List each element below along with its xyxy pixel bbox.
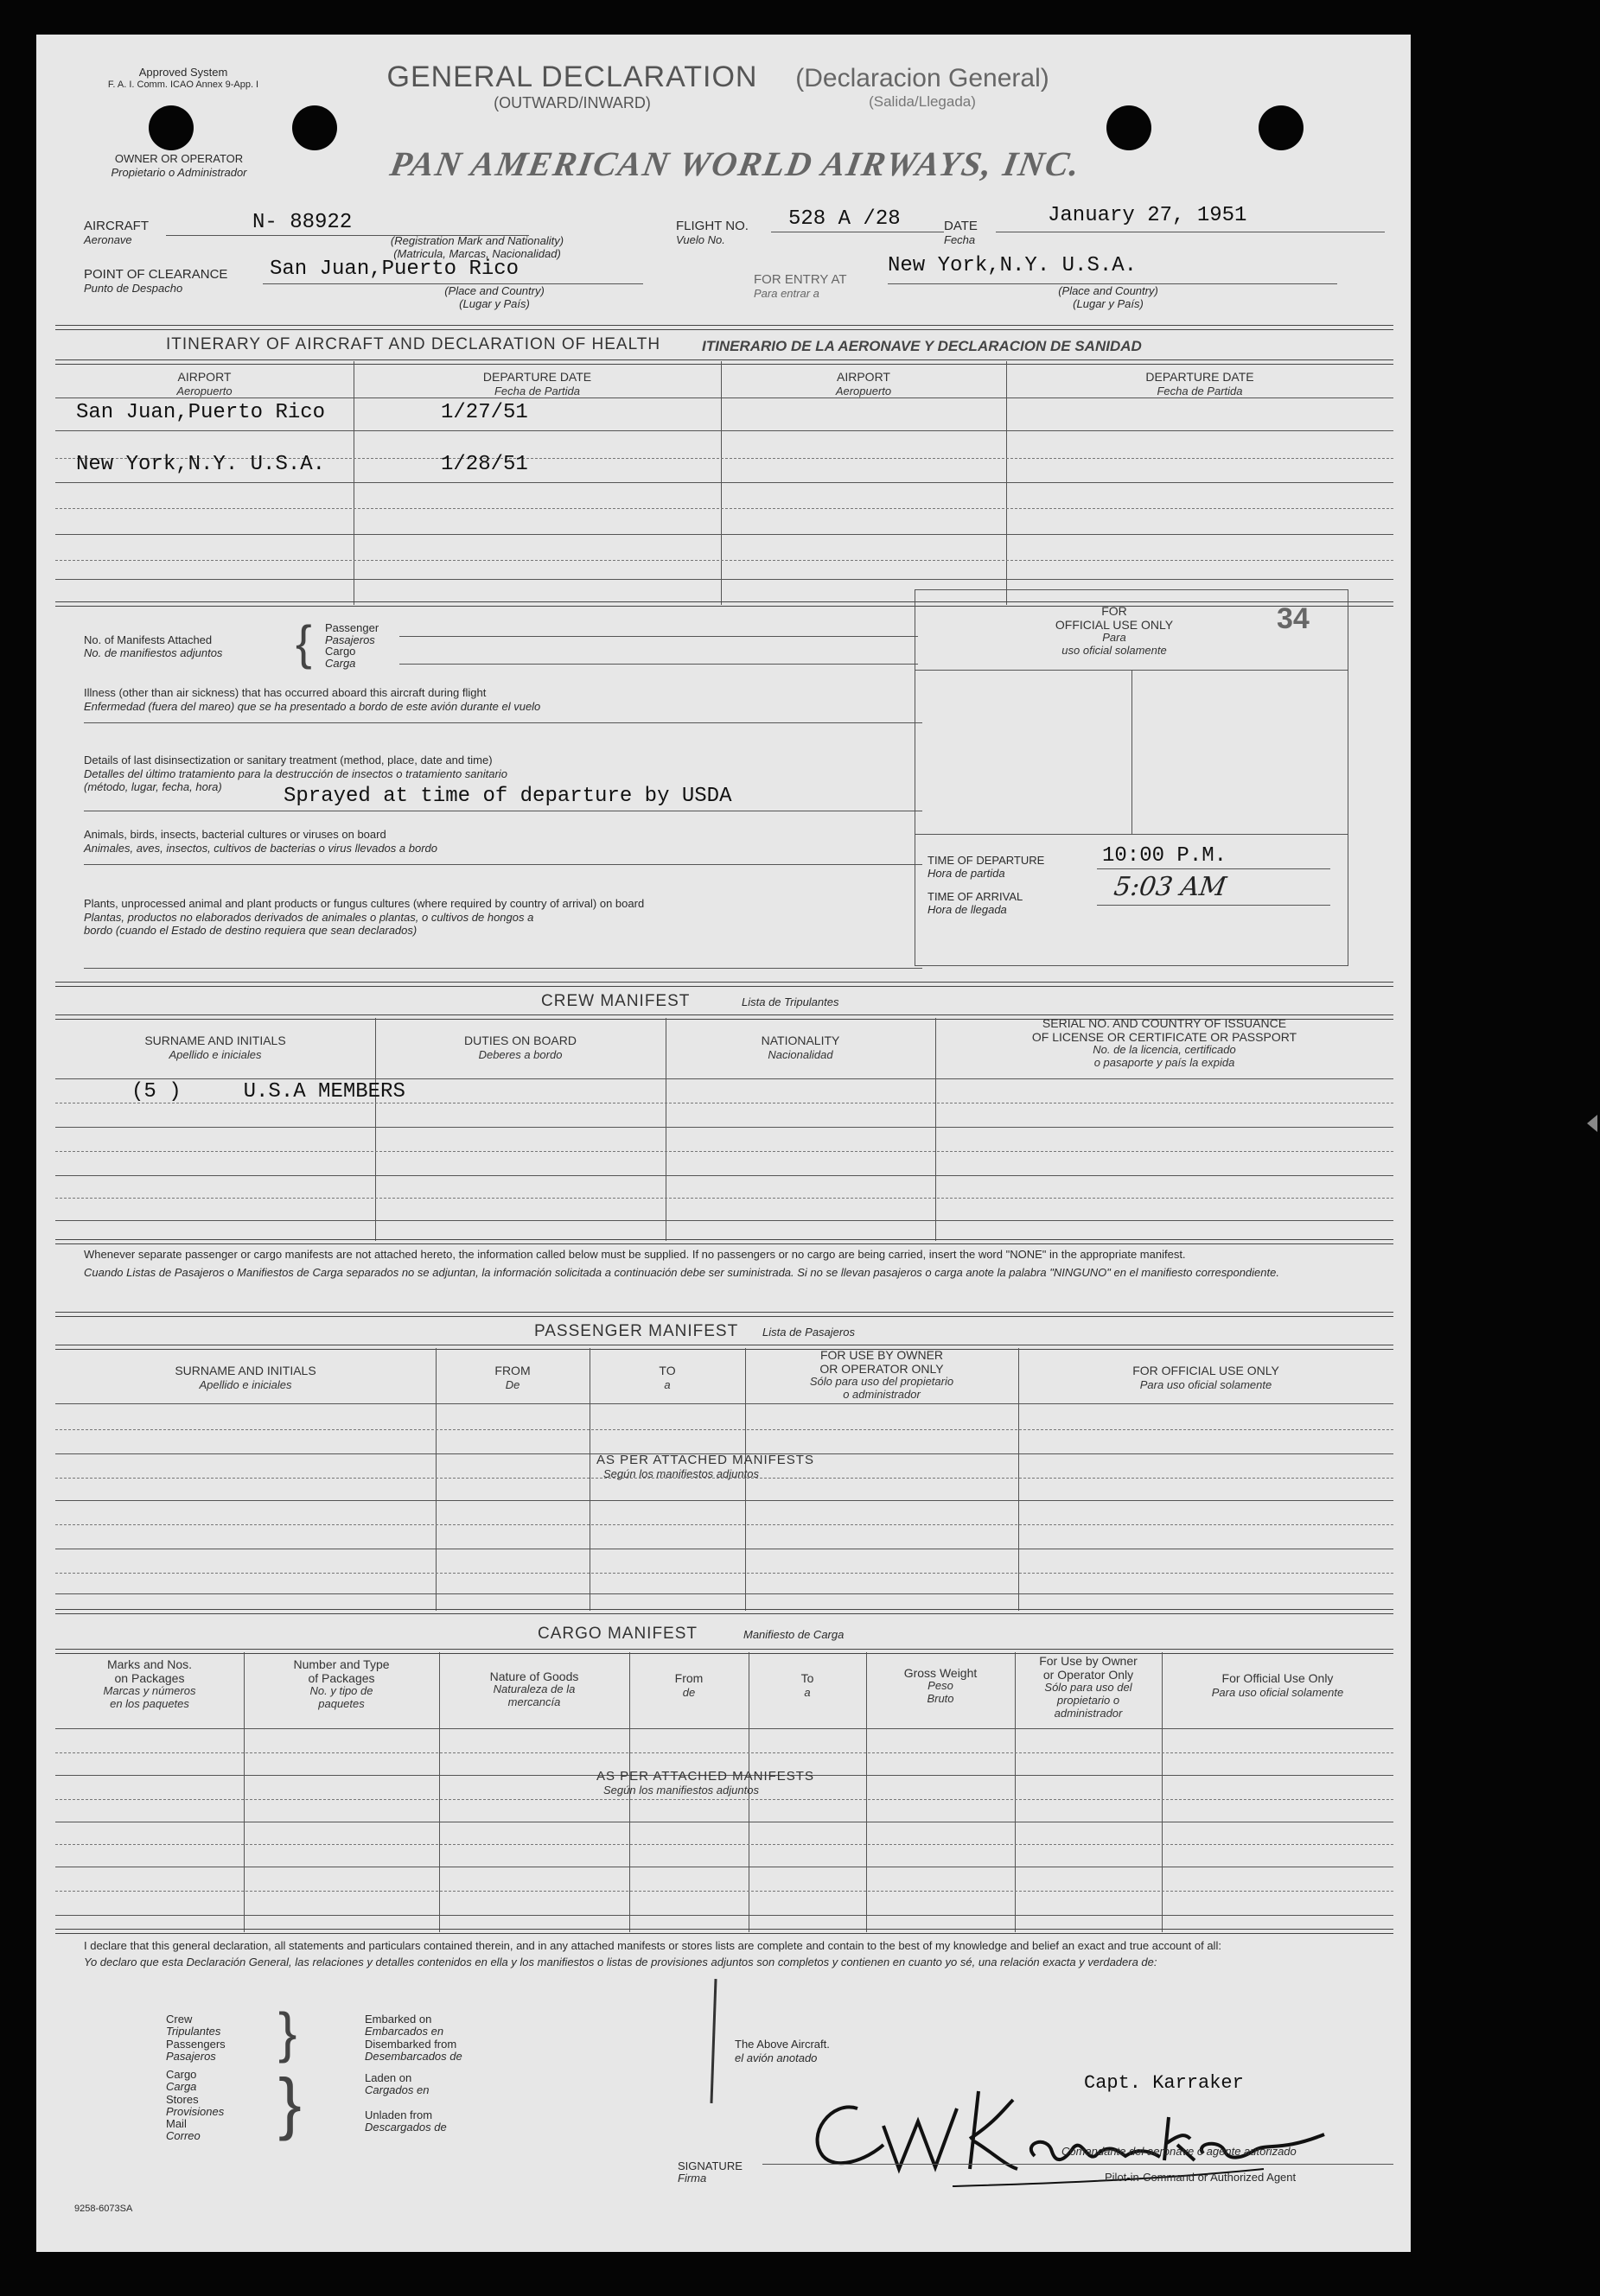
decl-above-es: el avión anotado bbox=[735, 2051, 818, 2064]
clearance-label: POINT OF CLEARANCE bbox=[84, 267, 228, 282]
decl-laden: Laden on bbox=[365, 2071, 412, 2084]
crew-duties-header: DUTIES ON BOARD bbox=[464, 1034, 577, 1047]
crew-duties-header-es: Deberes a bordo bbox=[478, 1048, 563, 1062]
signer-name: Capt. Karraker bbox=[1084, 2072, 1244, 2094]
disinsection-label-es: Detalles del último tratamiento para la destrucción de insectos o tratamiento sanitario bbox=[84, 766, 507, 780]
entry-label-es: Para entrar a bbox=[754, 286, 819, 300]
aircraft-registration: N- 88922 bbox=[252, 211, 353, 234]
decl-stores-es: Provisiones bbox=[166, 2104, 225, 2118]
animals-label-es: Animales, aves, insectos, cultivos de bacterias o virus llevados a bordo bbox=[84, 841, 437, 855]
passenger-owner-header: FOR USE BY OWNER bbox=[819, 1348, 944, 1362]
date-label-es: Fecha bbox=[944, 232, 976, 246]
form-title: GENERAL DECLARATION bbox=[386, 60, 758, 93]
cargo-owner-header-es: Sólo para uso del bbox=[1044, 1681, 1132, 1695]
pic-label: Pilot-in-Command or Authorized Agent bbox=[1105, 2171, 1297, 2184]
crew-name-header-es: Apellido e iniciales bbox=[169, 1048, 262, 1062]
cargo-weight-header-es-2: Bruto bbox=[927, 1692, 954, 1706]
decl-disembarked-es: Desembarcados de bbox=[365, 2049, 462, 2063]
cargo-nature-header-es: Naturaleza de la bbox=[493, 1682, 576, 1696]
clearance-label-es: Punto de Despacho bbox=[84, 281, 183, 295]
passenger-title-es: Lista de Pasajeros bbox=[762, 1326, 855, 1339]
declaration-es: Yo declaro que esta Declaración General, las relaciones y detalles contenidos en ella y los manifiestos o listas de provisiones adjuntos son completos y contienen en cuanto yo sé, una relación exacta y verdadera de: bbox=[84, 1955, 1157, 1968]
departure-time-label: TIME OF DEPARTURE bbox=[927, 854, 1045, 867]
cargo-from-header: From bbox=[674, 1671, 704, 1685]
crew-nationality-header-es: Nacionalidad bbox=[768, 1048, 833, 1062]
form-subtitle: (OUTWARD/INWARD) bbox=[494, 94, 651, 111]
passenger-owner-header-es-2: o administrador bbox=[843, 1388, 921, 1402]
disinsection-value: Sprayed at time of departure by USDA bbox=[284, 785, 732, 808]
decl-embarked: Embarked on bbox=[365, 2013, 432, 2026]
cargo-title-es: Manifiesto de Carga bbox=[743, 1628, 845, 1641]
itinerary-airport-2: New York,N.Y. U.S.A. bbox=[76, 453, 326, 476]
decl-above: The Above Aircraft. bbox=[735, 2038, 830, 2051]
owner-label: OWNER OR OPERATOR bbox=[114, 152, 244, 165]
illness-label: Illness (other than air sickness) that has occurred aboard this aircraft during flight bbox=[84, 686, 487, 699]
arrival-time-label: TIME OF ARRIVAL bbox=[927, 890, 1023, 903]
cargo-packages-header-es: No. y tipo de bbox=[309, 1684, 373, 1698]
crew-license-header-es: No. de la licencia, certificado bbox=[1093, 1043, 1236, 1057]
flight-label: FLIGHT NO. bbox=[676, 219, 749, 233]
crew-license-header: SERIAL NO. AND COUNTRY OF ISSUANCE bbox=[1042, 1016, 1287, 1030]
crew-name-header: SURNAME AND INITIALS bbox=[144, 1034, 286, 1047]
cargo-owner-header: For Use by Owner bbox=[1039, 1654, 1138, 1668]
decl-embarked-es: Embarcados en bbox=[365, 2025, 444, 2038]
passenger-owner-header-es: Sólo para uso del propietario bbox=[809, 1375, 954, 1389]
passenger-official-header-es: Para uso oficial solamente bbox=[1139, 1378, 1272, 1392]
itinerary-departure-header-es: Fecha de Partida bbox=[494, 385, 580, 398]
signature-label: SIGNATURE bbox=[678, 2159, 743, 2172]
cargo-packages-header-2: of Packages bbox=[308, 1671, 375, 1686]
passenger-name-header-es: Apellido e iniciales bbox=[199, 1378, 292, 1392]
cargo-nature-header-es-2: mercancía bbox=[507, 1695, 561, 1709]
entry-point: New York,N.Y. U.S.A. bbox=[888, 254, 1138, 277]
itinerary-title-es: ITINERARIO DE LA AERONAVE Y DECLARACION DE SANIDAD bbox=[702, 338, 1142, 354]
passenger-from-header: FROM bbox=[494, 1364, 531, 1377]
itinerary-airport-header-es-2: Aeropuerto bbox=[835, 385, 892, 398]
cargo-weight-header-es: Peso bbox=[927, 1679, 953, 1693]
place-note: (Place and Country) bbox=[444, 284, 545, 297]
approved-ref: F. A. I. Comm. ICAO Annex 9-App. I bbox=[107, 79, 259, 90]
itinerary-date-1: 1/27/51 bbox=[441, 401, 528, 424]
official-use-box bbox=[915, 589, 1348, 966]
cargo-owner-header-2: or Operator Only bbox=[1042, 1668, 1134, 1682]
punch-hole bbox=[1259, 105, 1304, 150]
cargo-marks-header-2: on Packages bbox=[114, 1671, 185, 1686]
itinerary-airport-header-2: AIRPORT bbox=[837, 370, 890, 384]
notice-es: Cuando Listas de Pasajeros o Manifiestos de Carga separados no se adjuntan, la información solicitada a continuación debe ser suministrada. Si no se llevan pasajeros o carga anote la palabra "NINGUNO" en el manifiesto correspondiente. bbox=[84, 1265, 1279, 1279]
official-number: 34 bbox=[1277, 602, 1310, 635]
cargo-label: Cargo bbox=[325, 645, 356, 658]
passenger-to-header: TO bbox=[659, 1364, 676, 1377]
passenger-official-header: FOR OFFICIAL USE ONLY bbox=[1132, 1364, 1279, 1377]
cargo-marks-header-es-2: en los paquetes bbox=[110, 1697, 189, 1711]
itinerary-date-2: 1/28/51 bbox=[441, 453, 528, 476]
passenger-stamp: AS PER ATTACHED MANIFESTS bbox=[596, 1453, 814, 1467]
entry-label: FOR ENTRY AT bbox=[754, 272, 847, 287]
crew-license-header-es-2: o pasaporte y país la expida bbox=[1093, 1056, 1235, 1070]
registration-note-es: (Matricula, Marcas, Nacionalidad) bbox=[393, 246, 561, 260]
cargo-to-header: To bbox=[800, 1671, 814, 1685]
itinerary-airport-1: San Juan,Puerto Rico bbox=[76, 401, 326, 424]
decl-passengers: Passengers bbox=[166, 2037, 226, 2051]
form-subtitle-es: (Salida/Llegada) bbox=[869, 93, 976, 110]
official-label-es: Para bbox=[1102, 631, 1126, 645]
aircraft-label: AIRCRAFT bbox=[84, 219, 149, 233]
arrival-time: 5:03 AM bbox=[1112, 872, 1228, 902]
decl-unladen: Unladen from bbox=[365, 2108, 433, 2121]
animals-label: Animals, birds, insects, bacterial cultures or viruses on board bbox=[84, 828, 386, 841]
cargo-weight-header: Gross Weight bbox=[903, 1666, 978, 1680]
cargo-marks-header-es: Marcas y números bbox=[103, 1684, 196, 1698]
pic-label-es: Comandante del aeronave o agente autorizado bbox=[1061, 2145, 1297, 2158]
registration-note: (Registration Mark and Nationality) bbox=[390, 234, 564, 247]
flight-label-es: Vuelo No. bbox=[676, 232, 725, 246]
cargo-title: CARGO MANIFEST bbox=[538, 1625, 698, 1643]
edge-mark bbox=[1587, 1115, 1597, 1132]
cargo-packages-header-es-2: paquetes bbox=[318, 1697, 365, 1711]
approved-label: Approved System bbox=[138, 66, 228, 79]
date-label: DATE bbox=[944, 219, 978, 233]
disinsection-label: Details of last disinsectization or sanitary treatment (method, place, date and time) bbox=[84, 754, 493, 766]
flight-date: January 27, 1951 bbox=[1048, 204, 1247, 227]
form-title-es: (Declaracion General) bbox=[795, 64, 1049, 92]
aircraft-label-es: Aeronave bbox=[84, 232, 132, 246]
disinsection-label-es-2: (método, lugar, fecha, hora) bbox=[84, 780, 222, 794]
clearance-point: San Juan,Puerto Rico bbox=[270, 258, 520, 281]
notice-en: Whenever separate passenger or cargo manifests are not attached hereto, the information called below must be supplied. If no passengers or no cargo are being carried, insert the word "NONE" in the appropriate manifest. bbox=[84, 1248, 1186, 1261]
crew-entry: (5 ) U.S.A MEMBERS bbox=[131, 1080, 405, 1103]
passenger-stamp-es: Según los manifiestos adjuntos bbox=[603, 1466, 759, 1480]
official-label-es-2: uso oficial solamente bbox=[1061, 644, 1167, 658]
owner-label-es: Propietario o Administrador bbox=[111, 165, 247, 179]
punch-hole bbox=[292, 105, 337, 150]
decl-disembarked: Disembarked from bbox=[365, 2037, 457, 2051]
form-number: 9258-6073SA bbox=[74, 2204, 133, 2214]
flight-number: 528 A /28 bbox=[788, 207, 901, 231]
passenger-name-header: SURNAME AND INITIALS bbox=[175, 1364, 316, 1377]
passenger-label: Passenger bbox=[325, 621, 379, 634]
decl-mail: Mail bbox=[166, 2117, 187, 2131]
decl-passengers-es: Pasajeros bbox=[166, 2049, 216, 2063]
cargo-label-es: Carga bbox=[325, 656, 356, 670]
place-note-es-2: (Lugar y País) bbox=[1073, 296, 1144, 310]
signature-label-es: Firma bbox=[678, 2172, 707, 2185]
manifests-label: No. of Manifests Attached bbox=[84, 633, 213, 646]
cargo-official-header-es: Para uso oficial solamente bbox=[1211, 1686, 1344, 1700]
crew-license-header-2: OF LICENSE OR CERTIFICATE OR PASSPORT bbox=[1031, 1030, 1297, 1045]
decl-crew: Crew bbox=[166, 2013, 193, 2026]
cargo-from-header-es: de bbox=[682, 1686, 696, 1700]
place-note-es: (Lugar y País) bbox=[459, 296, 530, 310]
itinerary-airport-header: AIRPORT bbox=[177, 370, 232, 384]
crew-nationality-header: NATIONALITY bbox=[761, 1034, 840, 1047]
official-label: OFFICIAL USE ONLY bbox=[1055, 618, 1174, 633]
plants-label: Plants, unprocessed animal and plant products or fungus cultures (where required by country of arrival) on board bbox=[84, 897, 645, 910]
passenger-title: PASSENGER MANIFEST bbox=[534, 1322, 739, 1340]
manifests-label-es: No. de manifiestos adjuntos bbox=[84, 646, 223, 659]
crew-title-es: Lista de Tripulantes bbox=[742, 995, 839, 1008]
departure-time-label-es: Hora de partida bbox=[927, 866, 1005, 880]
signature bbox=[797, 2074, 1350, 2204]
cargo-owner-header-es-2: propietario o bbox=[1056, 1694, 1120, 1708]
plants-label-es: Plantas, productos no elaborados derivados de animales o plantas, o cultivos de hongos a bbox=[84, 910, 534, 924]
crew-title: CREW MANIFEST bbox=[541, 992, 691, 1010]
plants-label-es-2: bordo (cuando el Estado de destino requiera que sean declarados) bbox=[84, 924, 418, 938]
punch-hole bbox=[149, 105, 194, 150]
general-declaration-form: Approved System F. A. I. Comm. ICAO Annex 9-App. I GENERAL DECLARATION (OUTWARD/INWARD) (Declaracion General) (Salida/Llegada) OWNER OR OPERATOR Propietario o Administrador PAN AMERICAN WORLD AIRWAYS, INC. AIRCRAFT Aeronave N- 88922 (Registration Mark and Nationality) (Matricula, Marcas, Nacionalidad) FLIGHT NO. Vuelo No. 528 A /28 DATE Fecha January 27, 1951 POINT OF CLEARANCE Punto de Despacho San Juan,Puerto Rico (Place and Country) (Lugar y País) FOR ENTRY AT Para entrar a New York,N.Y. U.S.A. (Place and Country) (Lugar y País) ITINERARY OF AIRCRAFT AND DECLARATION OF HEALTH ITINERARIO DE LA AERONAVE Y DECLARACION DE SANIDAD AIRPORT Aeropuerto DEPARTURE DATE Fecha de Partida AIRPORT Aeropuerto DEPARTURE DATE Fecha de Partida San Juan,Puerto Rico 1/27/51 New York,N.Y. U.S.A. 1/28/51 No. of Manifests Attached No. de manifiestos adjuntos { Passenger Pasajeros Cargo Carga Illness (other than air sickness) that has occurred aboard this aircraft during flight Enfermedad (fuera del mareo) que se ha presentado a bordo de este avión durante el vuelo Details of last disinsectization or sanitary treatment (method, place, date and time) Detalles del último tratamiento para la destrucción de insectos o tratamiento sanitario (método, lugar, fecha, hora) Sprayed at time of departure by USDA Animals, birds, insects, bacterial cultures or viruses on board Animales, aves, insectos, cultivos de bacterias o virus llevados a bordo Plants, unprocessed animal and plant products or fungus cultures (where required by country of arrival) on board Plantas, productos no elaborados derivados de animales o plantas, o cultivos de hongos a bordo (cuando el Estado de destino requiera que sean declarados) FOR OFFICIAL USE ONLY Para uso oficial solamente 34 TIME OF DEPARTURE Hora de partida 10:00 P.M. TIME OF ARRIVAL Hora de llegada 5:03 AM CREW MANIFEST Lista de Tripulantes SURNAME AND INITIALS Apellido e iniciales DUTIES ON BOARD Deberes a bordo NATIONALITY Nacionalidad SERIAL NO. AND COUNTRY OF ISSUANCE OF LICENSE OR CERTIFICATE OR PASSPORT No. de la licencia, certificado o pasaporte y país la expida (5 ) U.S.A MEMBERS Whenever separate passenger or cargo manifests are not attached hereto, the information called below must be supplied. If no passengers or no cargo are being carried, insert the word "NONE" in the appropriate manifest. Cuando Listas de Pasajeros o Manifiestos de Carga separados no se adjuntan, la información solicitada a continuación debe ser suministrada. Si no se llevan pasajeros o carga anote la palabra "NINGUNO" en el manifiesto correspondiente. PASSENGER MANIFEST Lista de Pasajeros SURNAME AND INITIALS Apellido e iniciales FROM De TO a FOR USE BY OWNER OR OPERATOR ONLY Sólo para uso del propietario o administrador FOR OFFICIAL USE ONLY Para uso oficial solamente AS PER ATTACHED MANIFESTS Según los manifiestos adjuntos CARGO MANIFEST Manifiesto de Carga Marks and Nos. on Packages Marcas y números en los paquetes Number and Type of Packages No. y tipo de paquetes Nature of Goods Naturaleza de la mercancía From de To a Gross Weight Peso Bruto For Use by Owner or Operator Only Sólo para uso del propietario o administrador For Official Use Only Para uso oficial solamente AS PER ATTACHED MANIFESTS Según los manifiestos adjuntos I declare that this general declaration, all statements and particulars contained therein, and in any attached manifests or stores lists are complete and contain to the best of my knowledge and belief an exact and true account of all: Yo declaro que esta Declaración General, las relaciones y detalles contenidos en ella y los manifiestos o listas de provisiones adjuntos son completos y contienen en cuanto yo sé, una relación exacta y verdadera de: Crew Tripulantes Passengers Pasajeros } Embarked on Embarcados en Disembarked from Desembarcados de Cargo Carga Stores Provisiones Mail Correo } Laden on Cargados en Unladen from Descargados de The Above Aircraft. el avión anotado Capt. Karraker Comandante del aeronave o agente autorizado Pilot-in-Command or Authorized Agent SIGNATURE Firma 9258-6073SA bbox=[36, 35, 1411, 2252]
departure-time: 10:00 P.M. bbox=[1102, 844, 1227, 868]
decl-unladen-es: Descargados de bbox=[365, 2120, 447, 2134]
arrival-time-label-es: Hora de llegada bbox=[927, 902, 1007, 916]
official-for: FOR bbox=[1101, 604, 1127, 618]
itinerary-airport-header-es: Aeropuerto bbox=[176, 385, 233, 398]
decl-stores: Stores bbox=[166, 2092, 199, 2106]
decl-cargo: Cargo bbox=[166, 2068, 197, 2081]
cargo-owner-header-es-3: administrador bbox=[1054, 1707, 1123, 1720]
decl-cargo-es: Carga bbox=[166, 2080, 197, 2094]
declaration-en: I declare that this general declaration, all statements and particulars contained therein, and in any attached manifests or stores lists are complete and contain to the best of my knowledge and belief an exact and true account of all: bbox=[84, 1939, 1221, 1952]
cargo-nature-header: Nature of Goods bbox=[489, 1670, 579, 1683]
cargo-stamp-es: Según los manifiestos adjuntos bbox=[603, 1783, 759, 1797]
passenger-owner-header-2: OR OPERATOR ONLY bbox=[819, 1362, 944, 1377]
itinerary-departure-header-2: DEPARTURE DATE bbox=[1145, 370, 1254, 384]
cargo-marks-header: Marks and Nos. bbox=[106, 1657, 193, 1671]
place-note-2: (Place and Country) bbox=[1058, 284, 1158, 297]
itinerary-departure-header: DEPARTURE DATE bbox=[482, 370, 592, 384]
cargo-official-header: For Official Use Only bbox=[1221, 1671, 1334, 1685]
passenger-label-es: Pasajeros bbox=[325, 633, 375, 646]
passenger-from-header-es: De bbox=[505, 1378, 520, 1392]
cargo-to-header-es: a bbox=[804, 1686, 811, 1700]
illness-label-es: Enfermedad (fuera del mareo) que se ha presentado a bordo de este avión durante el vuelo bbox=[84, 699, 541, 713]
cargo-packages-header: Number and Type bbox=[293, 1657, 390, 1671]
decl-laden-es: Cargados en bbox=[365, 2083, 430, 2097]
itinerary-departure-header-es-2: Fecha de Partida bbox=[1157, 385, 1243, 398]
decl-mail-es: Correo bbox=[166, 2129, 201, 2143]
passenger-to-header-es: a bbox=[664, 1378, 671, 1392]
operator-name: PAN AMERICAN WORLD AIRWAYS, INC. bbox=[387, 144, 1085, 183]
itinerary-title: ITINERARY OF AIRCRAFT AND DECLARATION OF HEALTH bbox=[166, 335, 661, 353]
punch-hole bbox=[1106, 105, 1151, 150]
cargo-stamp: AS PER ATTACHED MANIFESTS bbox=[596, 1769, 814, 1784]
decl-crew-es: Tripulantes bbox=[166, 2025, 221, 2038]
